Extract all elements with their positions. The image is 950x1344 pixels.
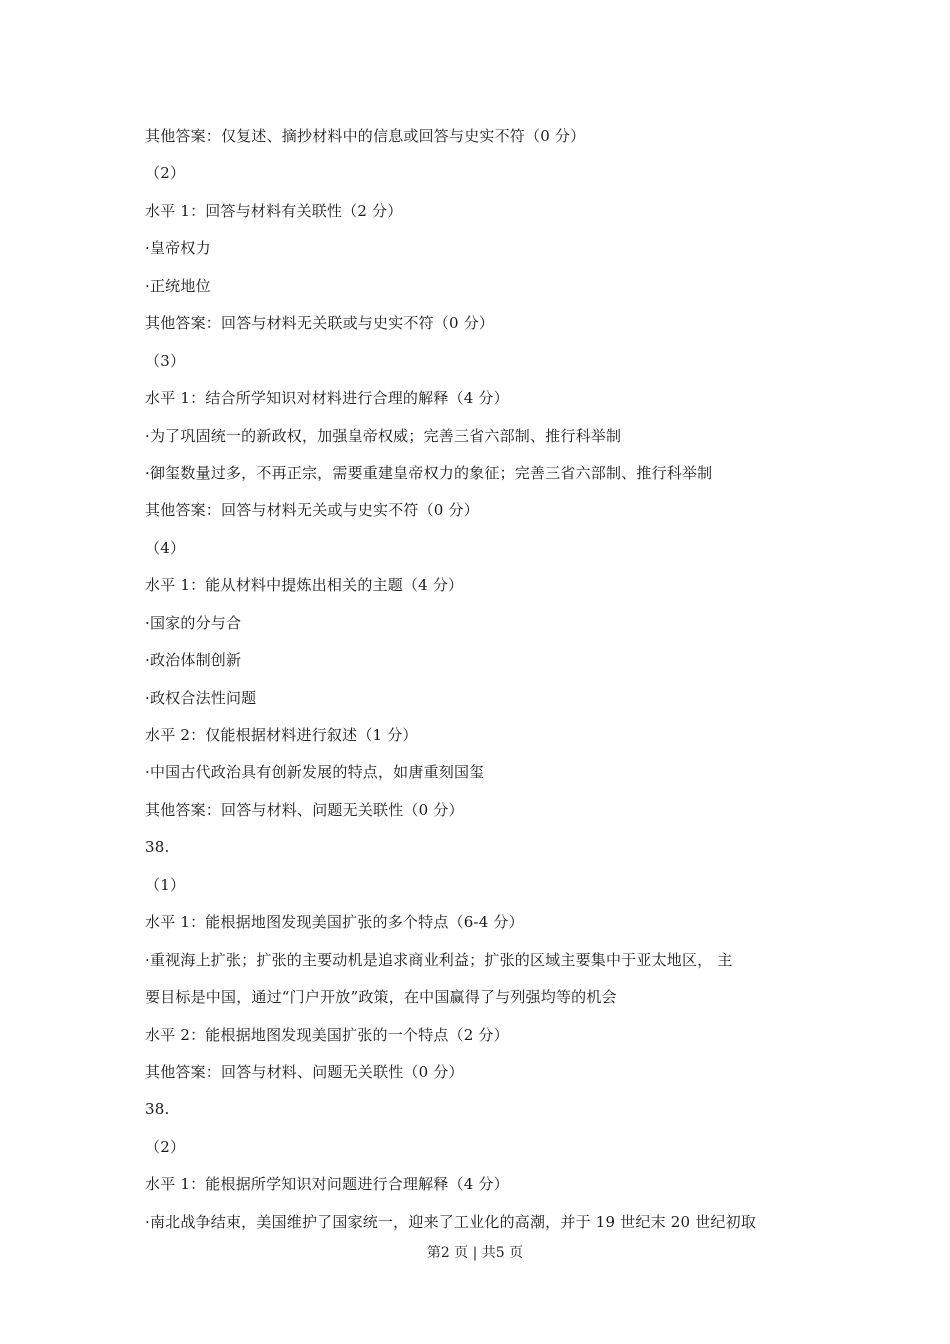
text-line: ·御玺数量过多，不再正宗，需要重建皇帝权力的象征；完善三省六部制、推行科举制: [145, 463, 713, 482]
text-line: 其他答案：回答与材料、问题无关联性（0 分）: [145, 800, 464, 819]
text-line: 38.: [145, 838, 170, 857]
text-line: ·重视海上扩张；扩张的主要动机是追求商业利益；扩张的区域主要集中于亚太地区， 主: [145, 950, 733, 969]
text-line: 要目标是中国，通过“门户开放”政策，在中国赢得了与列强均等的机会: [145, 988, 617, 1007]
text-line: （3）: [145, 351, 186, 370]
text-line: ·国家的分与合: [145, 613, 242, 632]
text-line: 其他答案：回答与材料、问题无关联性（0 分）: [145, 1062, 464, 1081]
text-line: 水平 2：仅能根据材料进行叙述（1 分）: [145, 726, 418, 744]
text-line: 38.: [145, 1100, 170, 1119]
text-line: 水平 1：能根据地图发现美国扩张的多个特点（6-4 分）: [145, 913, 524, 932]
text-line: 其他答案：仅复述、摘抄材料中的信息或回答与史实不符（0 分）: [145, 127, 586, 145]
text-line: （2）: [145, 164, 186, 183]
text-line: 水平 1：能从材料中提炼出相关的主题（4 分）: [145, 576, 464, 595]
text-line: 水平 1：能根据所学知识对问题进行合理解释（4 分）: [145, 1175, 509, 1194]
text-line: 其他答案：回答与材料无关或与史实不符（0 分）: [145, 501, 479, 520]
text-line: 水平 2：能根据地图发现美国扩张的一个特点（2 分）: [145, 1025, 509, 1044]
text-line: （2）: [145, 1137, 186, 1156]
text-line: ·政治体制创新: [145, 651, 242, 670]
text-line: ·中国古代政治具有创新发展的特点，如唐重刻国玺: [145, 763, 485, 782]
text-line: ·政权合法性问题: [145, 688, 257, 707]
text-line: ·南北战争结束，美国维护了国家统一，迎来了工业化的高潮，并于 19 世纪末 20 世纪初取: [145, 1212, 757, 1231]
answer-key-content: [145, 118, 815, 1241]
text-line: 水平 1：回答与材料有关联性（2 分）: [145, 201, 403, 220]
text-line: ·皇帝权力: [145, 239, 211, 258]
text-line: ·为了巩固统一的新政权，加强皇帝权威；完善三省六部制、推行科举制: [145, 426, 622, 445]
text-line: ·正统地位: [145, 276, 211, 295]
text-line: （4）: [145, 538, 186, 557]
text-line: 其他答案：回答与材料无关联或与史实不符（0 分）: [145, 314, 495, 333]
text-line: （1）: [145, 875, 186, 894]
page-footer: 第2 页 | 共5 页: [426, 1245, 524, 1261]
text-line: 水平 1：结合所学知识对材料进行合理的解释（4 分）: [145, 389, 509, 408]
